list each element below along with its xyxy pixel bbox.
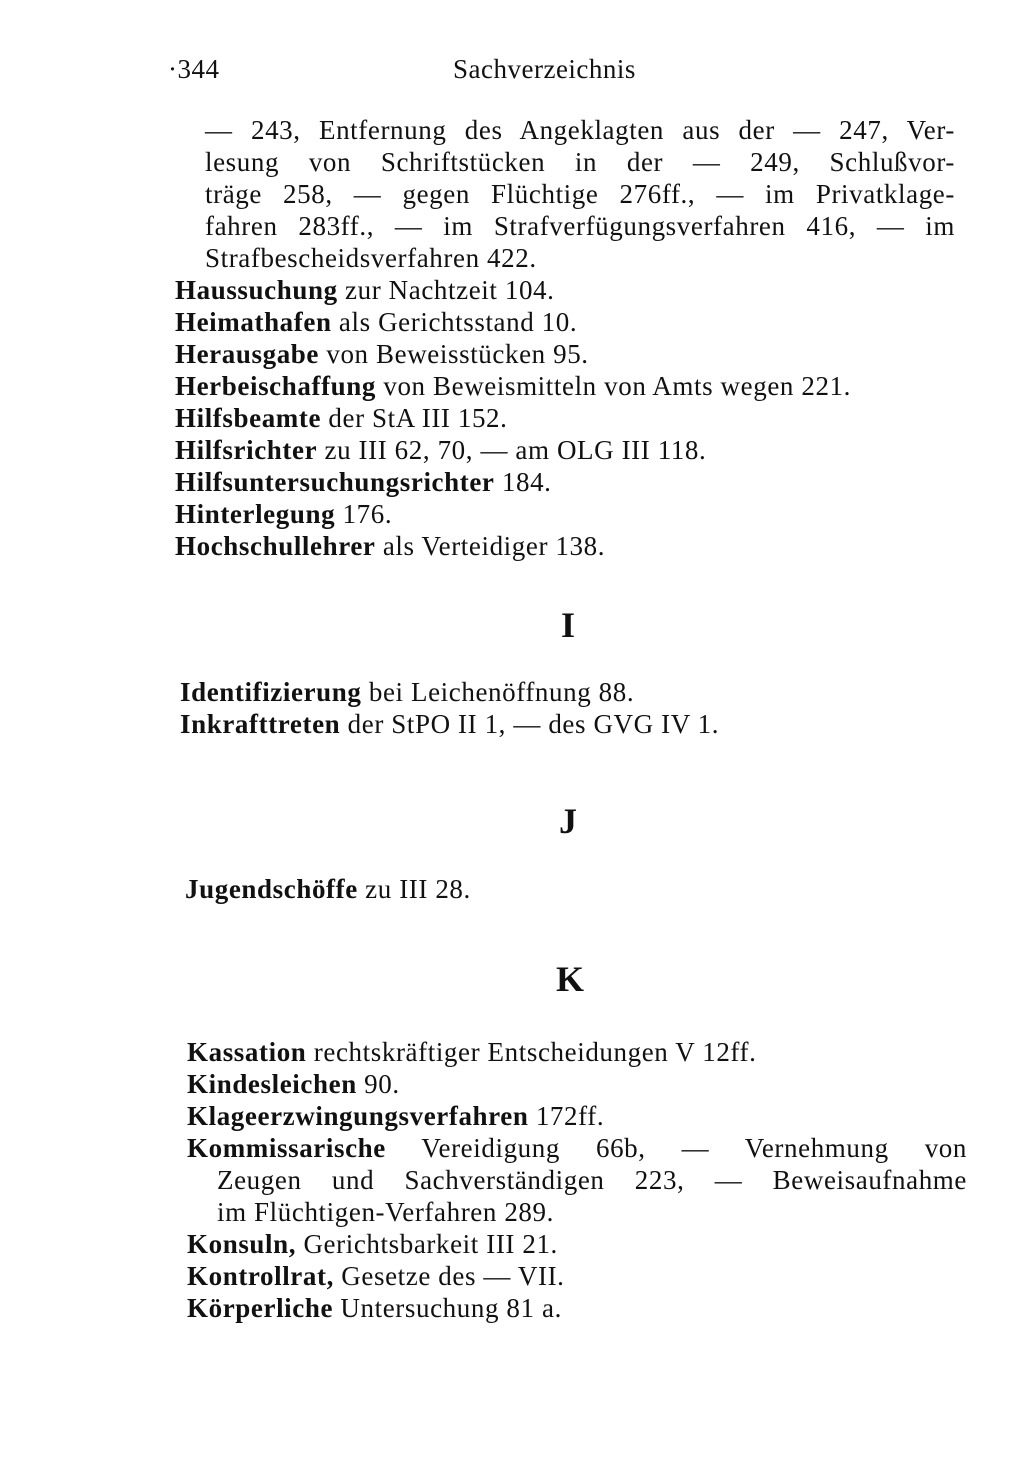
entry-term: Körperliche <box>187 1293 334 1323</box>
index-entry-continuation: im Flüchtigen-Verfahren 289. <box>217 1197 554 1227</box>
index-entry <box>187 1036 967 1068</box>
entry-term: Hilfsbeamte <box>175 403 322 433</box>
index-entry <box>175 466 965 498</box>
entry-text: Gesetze des — VII. <box>333 1261 565 1291</box>
entry-term: Hinterlegung <box>175 499 336 529</box>
index-entry <box>180 676 970 708</box>
entry-term: Haussuchung <box>175 275 338 305</box>
index-entry <box>175 306 965 338</box>
entry-text: zur Nachtzeit 104. <box>337 275 555 305</box>
entry-text: der StA III 152. <box>321 403 508 433</box>
entry-term: Hilfsuntersuchungsrichter <box>175 467 495 497</box>
index-entry <box>187 1260 967 1292</box>
entry-term: Kassation <box>187 1037 307 1067</box>
continuation-line: Strafbescheidsverfahren 422. <box>205 243 537 273</box>
entry-term: Kommissarische <box>187 1133 386 1163</box>
entry-text: 172ff. <box>528 1101 605 1131</box>
index-entry <box>185 873 975 905</box>
entry-term: Jugendschöffe <box>185 874 358 904</box>
entry-text: bei Leichenöffnung 88. <box>361 677 635 707</box>
index-list-k <box>187 1036 967 1324</box>
entry-text: 184. <box>494 467 552 497</box>
index-entry <box>187 1068 967 1100</box>
entry-text: 90. <box>356 1069 400 1099</box>
section-letter-j: J <box>559 801 577 841</box>
index-entry-continuation: Zeugen und Sachverständigen 223, — Beweisaufnahme <box>217 1165 967 1195</box>
index-list-i <box>180 676 970 740</box>
entry-text: rechtskräftiger Entscheidungen V 12ff. <box>306 1037 757 1067</box>
index-entry <box>187 1132 967 1164</box>
continuation-line: — 243, Entfernung des Angeklagten aus der — 247, Ver- <box>205 115 955 145</box>
entry-text: als Verteidiger 138. <box>375 531 606 561</box>
entry-text: von Beweisstücken 95. <box>319 339 589 369</box>
index-entry <box>175 530 965 562</box>
index-entry <box>175 434 965 466</box>
running-title: Sachverzeichnis <box>453 54 636 84</box>
section-letter-k: K <box>556 959 585 999</box>
entry-text: der StPO II 1, — des GVG IV 1. <box>340 709 720 739</box>
entry-term: Heimathafen <box>175 307 332 337</box>
continuation-line: träge 258, — gegen Flüchtige 276ff., — im Privatklage- <box>205 179 955 209</box>
continuation-block <box>175 114 955 274</box>
entry-term: Klageerzwingungsverfahren <box>187 1101 529 1131</box>
index-list-j <box>185 873 975 905</box>
entry-text: zu III 28. <box>357 874 471 904</box>
entry-term: Hochschullehrer <box>175 531 376 561</box>
page-number: ·344 <box>168 54 220 84</box>
entry-term: Konsuln, <box>187 1229 297 1259</box>
entry-text: 176. <box>335 499 393 529</box>
entry-text: von Beweismitteln von Amts wegen 221. <box>376 371 852 401</box>
index-entry <box>187 1100 967 1132</box>
index-entry <box>187 1228 967 1260</box>
continuation-line: fahren 283ff., — im Strafverfügungsverfahren 416, — im <box>205 211 955 241</box>
entry-text: als Gerichtsstand 10. <box>331 307 578 337</box>
index-entry <box>175 498 965 530</box>
index-entry <box>175 402 965 434</box>
index-entry <box>175 338 965 370</box>
section-letter-i: I <box>561 605 576 645</box>
entry-text: Vereidigung 66b, — Vernehmung von <box>385 1133 967 1163</box>
page-header <box>168 54 958 94</box>
index-entry <box>175 370 965 402</box>
index-entry <box>180 708 970 740</box>
index-list-h <box>175 274 965 562</box>
entry-term: Identifizierung <box>180 677 362 707</box>
entry-term: Herausgabe <box>175 339 319 369</box>
entry-term: Kindesleichen <box>187 1069 357 1099</box>
entry-text: Untersuchung 81 a. <box>333 1293 562 1323</box>
index-entry <box>187 1292 967 1324</box>
continuation-line: lesung von Schriftstücken in der — 249, Schlußvor- <box>205 147 955 177</box>
index-entry <box>175 274 965 306</box>
entry-text: zu III 62, 70, — am OLG III 118. <box>317 435 707 465</box>
entry-term: Hilfsrichter <box>175 435 318 465</box>
entry-text: Gerichtsbarkeit III 21. <box>296 1229 558 1259</box>
entry-term: Kontrollrat, <box>187 1261 334 1291</box>
entry-term: Inkrafttreten <box>180 709 341 739</box>
entry-term: Herbeischaffung <box>175 371 376 401</box>
